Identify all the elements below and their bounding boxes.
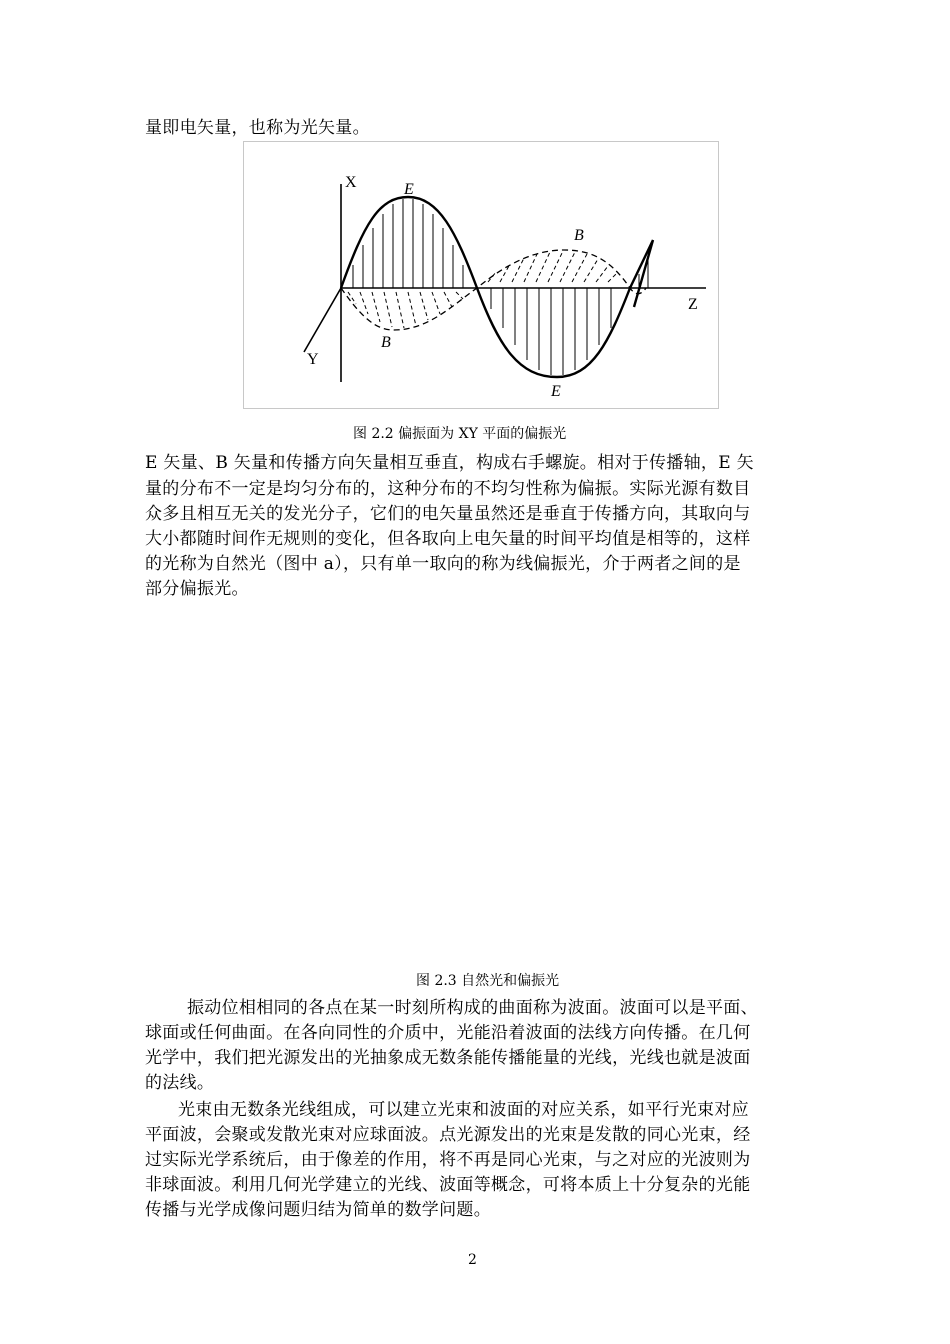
b-label-bottom: B	[381, 334, 391, 351]
paragraph-line: 过实际光学系统后，由于像差的作用，将不再是同心光束，与之对应的光波则为	[145, 1150, 751, 1170]
b-label-top: B	[574, 227, 584, 244]
paragraph-line: 量的分布不一定是均匀分布的，这种分布的不均匀性称为偏振。实际光源有数目	[145, 479, 751, 499]
paragraph-line: 非球面波。利用几何光学建立的光线、波面等概念，可将本质上十分复杂的光能	[145, 1175, 751, 1195]
intro-line: 量即电矢量，也称为光矢量。	[145, 118, 370, 138]
paragraph-line: 的法线。	[145, 1073, 215, 1093]
figure-2-2-caption: 图 2.2 偏振面为 XY 平面的偏振光	[353, 426, 567, 442]
paragraph-line: 光学中，我们把光源发出的光抽象成无数条能传播能量的光线，光线也就是波面	[145, 1048, 751, 1068]
e-label-bottom: E	[551, 383, 561, 400]
paragraph-line: 部分偏振光。	[145, 579, 249, 599]
e-label-top: E	[404, 181, 414, 198]
page-number: 2	[468, 1252, 477, 1268]
paragraph-line: 振动位相相同的各点在某一时刻所构成的曲面称为波面。波面可以是平面、	[187, 998, 758, 1018]
figure-polarized-wave	[243, 141, 719, 409]
paragraph-line: 球面或任何曲面。在各向同性的介质中，光能沿着波面的法线方向传播。在几何	[145, 1023, 751, 1043]
wave-diagram	[244, 142, 720, 410]
paragraph-line: E 矢量、B 矢量和传播方向矢量相互垂直，构成右手螺旋。相对于传播轴，E 矢	[145, 453, 754, 473]
b-wave	[341, 250, 646, 330]
z-axis-label: Z	[688, 296, 698, 313]
x-axis-label: X	[345, 174, 357, 191]
paragraph-line: 传播与光学成像问题归结为简单的数学问题。	[145, 1200, 491, 1220]
paragraph-line: 大小都随时间作无规则的变化，但各取向上电矢量的时间平均值是相等的，这样	[145, 529, 751, 549]
y-axis	[304, 288, 341, 352]
paragraph-line: 的光称为自然光（图中 a），只有单一取向的称为线偏振光，介于两者之间的是	[145, 554, 741, 574]
paragraph-line: 众多且相互无关的发光分子，它们的电矢量虽然还是垂直于传播方向，其取向与	[145, 504, 751, 524]
paragraph-line: 光束由无数条光线组成，可以建立光束和波面的对应关系，如平行光束对应	[178, 1100, 749, 1120]
paragraph-line: 平面波，会聚或发散光束对应球面波。点光源发出的光束是发散的同心光束，经	[145, 1125, 751, 1145]
figure-2-3-caption: 图 2.3 自然光和偏振光	[416, 973, 560, 989]
y-axis-label: Y	[307, 351, 319, 368]
